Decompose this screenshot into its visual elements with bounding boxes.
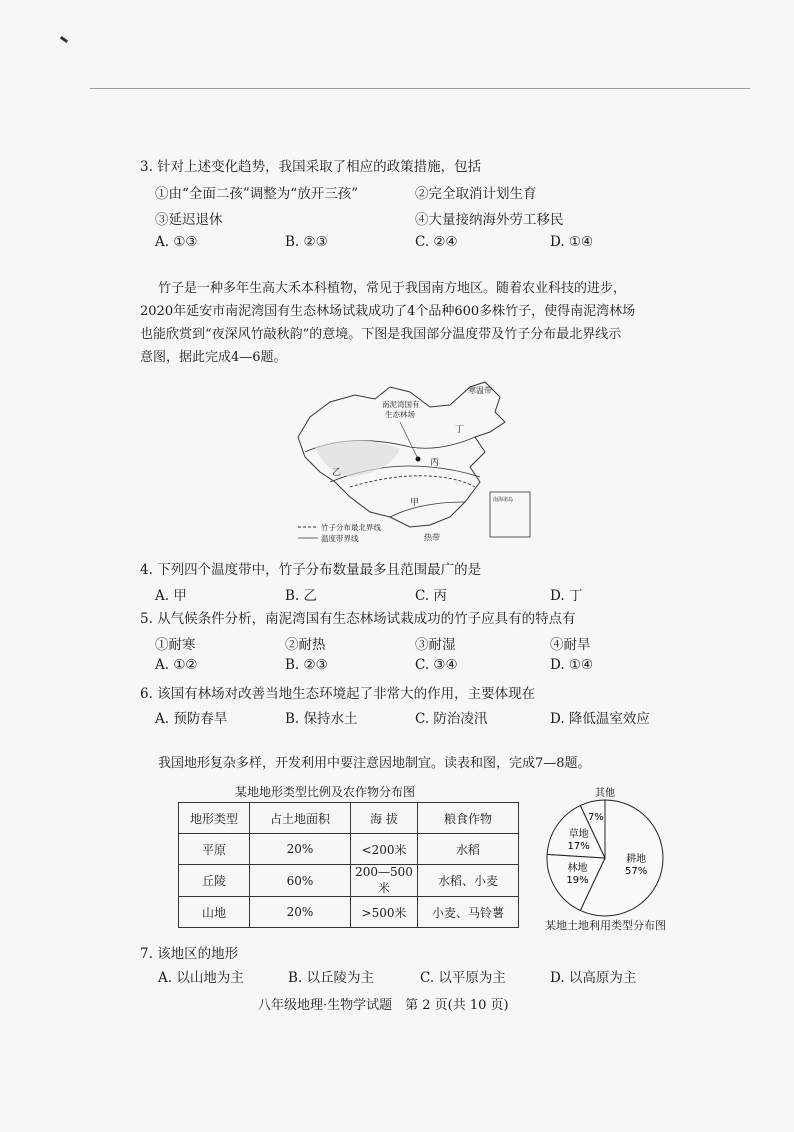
q3-option-a: A. ①③ bbox=[155, 234, 198, 250]
page-top-edge bbox=[90, 88, 750, 89]
pie-slice-name-3: 其他 bbox=[595, 788, 615, 799]
q7-option-d: D. 以高原为主 bbox=[550, 970, 637, 986]
q4-option-c: C. 丙 bbox=[415, 588, 447, 604]
table-cell: 小麦、马铃薯 bbox=[418, 897, 519, 928]
page-footer: 八年级地理·生物学试题 第 2 页(共 10 页) bbox=[258, 998, 509, 1013]
table-cell: 20% bbox=[250, 897, 351, 928]
label-hanwen: 寒温带 bbox=[468, 386, 492, 395]
label-bing: 丙 bbox=[430, 458, 440, 468]
china-map-svg bbox=[290, 377, 540, 552]
pie-slice-value-1: 19% bbox=[566, 875, 589, 887]
passage2: 我国地形复杂多样，开发利用中要注意因地制宜。读表和图，完成7—8题。 bbox=[158, 756, 591, 771]
table-cell: 平原 bbox=[179, 834, 250, 865]
table-header-row bbox=[179, 803, 519, 834]
table-title: 某地地形类型比例及农作物分布图 bbox=[235, 785, 416, 799]
scan-speck bbox=[60, 36, 68, 43]
q4-option-a: A. 甲 bbox=[155, 588, 187, 604]
pie-slice-name-0: 耕地 bbox=[626, 853, 647, 865]
q7-option-a: A. 以山地为主 bbox=[158, 970, 244, 986]
temperature-zone-map bbox=[290, 377, 540, 552]
pie-slice-name-1: 林地 bbox=[567, 863, 588, 875]
pie-slice-value-2: 17% bbox=[567, 841, 590, 853]
table-cell: 水稻 bbox=[418, 834, 519, 865]
q3-item-3: ③延迟退休 bbox=[155, 212, 223, 228]
q3-item-2: ②完全取消计划生育 bbox=[415, 186, 537, 202]
label-south-sea: 南海诸岛 bbox=[493, 497, 514, 503]
table-cell: 60% bbox=[250, 865, 351, 897]
table-cell: 水稻、小麦 bbox=[418, 865, 519, 897]
label-forest-2: 生态林场 bbox=[385, 410, 415, 419]
legend-zone-label: 温度带界线 bbox=[321, 534, 359, 543]
q3-item-1: ①由“全面二孩”调整为“放开三孩” bbox=[155, 186, 359, 202]
zone-boundary-3 bbox=[390, 502, 465, 517]
table-cell: 丘陵 bbox=[179, 865, 250, 897]
q5-item-2: ②耐热 bbox=[285, 637, 326, 653]
passage1-line-4: 意图，据此完成4—6题。 bbox=[140, 350, 287, 365]
table-cell: 20% bbox=[250, 834, 351, 865]
land-use-pie-chart bbox=[535, 780, 675, 920]
q5-item-4: ④耐旱 bbox=[550, 637, 591, 653]
q5-stem: 5. 从气候条件分析，南泥湾国有生态林场试栽成功的竹子应具有的特点有 bbox=[140, 611, 576, 627]
passage1-line-1: 竹子是一种多年生高大禾本科植物，常见于我国南方地区。随着农业科技的进步， bbox=[158, 281, 627, 296]
q7-option-b: B. 以丘陵为主 bbox=[288, 970, 375, 986]
pie-slice-name-2: 草地 bbox=[568, 829, 589, 841]
q3-option-d: D. ①④ bbox=[550, 234, 594, 250]
q3-option-b: B. ②③ bbox=[285, 234, 328, 250]
q3-option-c: C. ②④ bbox=[415, 234, 458, 250]
table-header: 占土地面积 bbox=[250, 803, 351, 834]
q5-option-d: D. ①④ bbox=[550, 657, 594, 673]
q5-item-1: ①耐寒 bbox=[155, 637, 196, 653]
q7-stem: 7. 该地区的地形 bbox=[140, 946, 239, 962]
table-row bbox=[179, 897, 519, 928]
q6-option-c: C. 防治凌汛 bbox=[415, 711, 488, 727]
terrain-table bbox=[178, 802, 519, 928]
q4-stem: 4. 下列四个温度带中，竹子分布数量最多且范围最广的是 bbox=[140, 562, 482, 578]
q6-option-d: D. 降低温室效应 bbox=[550, 711, 650, 727]
table-cell: <200米 bbox=[351, 834, 418, 865]
table-cell: 山地 bbox=[179, 897, 250, 928]
label-forest-1: 南泥湾国有 bbox=[382, 400, 420, 409]
q3-stem: 3. 针对上述变化趋势，我国采取了相应的政策措施，包括 bbox=[140, 159, 482, 175]
q5-item-3: ③耐湿 bbox=[415, 637, 456, 653]
tibet-plateau-shade bbox=[315, 440, 400, 477]
q5-option-b: B. ②③ bbox=[285, 657, 328, 673]
table-row bbox=[179, 834, 519, 865]
q3-item-4: ④大量接纳海外劳工移民 bbox=[415, 212, 564, 228]
pie-slice-value-0: 57% bbox=[625, 865, 648, 877]
q4-option-b: B. 乙 bbox=[285, 588, 318, 604]
table-cell: 200—500米 bbox=[351, 865, 418, 897]
passage1-line-3: 也能欣赏到“夜深风竹敲秋韵”的意境。下图是我国部分温度带及竹子分布最北界线示 bbox=[140, 327, 622, 342]
q6-option-b: B. 保持水土 bbox=[285, 711, 358, 727]
table-header: 海 拔 bbox=[351, 803, 418, 834]
forest-pointer bbox=[400, 422, 418, 459]
table-cell: >500米 bbox=[351, 897, 418, 928]
pie-slice-value-3: 7% bbox=[587, 812, 604, 824]
table-header: 地形类型 bbox=[179, 803, 250, 834]
bamboo-boundary-line bbox=[350, 476, 475, 487]
label-yi: 乙 bbox=[332, 468, 342, 478]
legend-bamboo-label: 竹子分布最北界线 bbox=[321, 523, 381, 532]
table-header: 粮食作物 bbox=[418, 803, 519, 834]
q7-option-c: C. 以平原为主 bbox=[420, 970, 506, 986]
q5-option-c: C. ③④ bbox=[415, 657, 458, 673]
label-ding: 丁 bbox=[455, 425, 465, 435]
q6-stem: 6. 该国有林场对改善当地生态环境起了非常大的作用，主要体现在 bbox=[140, 686, 536, 702]
q5-option-a: A. ①② bbox=[155, 657, 198, 673]
label-jia: 甲 bbox=[410, 498, 420, 508]
label-redai: 热带 bbox=[424, 533, 440, 542]
pie-chart-title: 某地土地利用类型分布图 bbox=[545, 919, 666, 932]
table-row bbox=[179, 865, 519, 897]
q6-option-a: A. 预防春旱 bbox=[155, 711, 228, 727]
passage1-line-2: 2020年延安市南泥湾国有生态林场试栽成功了4个品种600多株竹子，使得南泥湾林场 bbox=[140, 304, 636, 319]
q4-option-d: D. 丁 bbox=[550, 588, 583, 604]
